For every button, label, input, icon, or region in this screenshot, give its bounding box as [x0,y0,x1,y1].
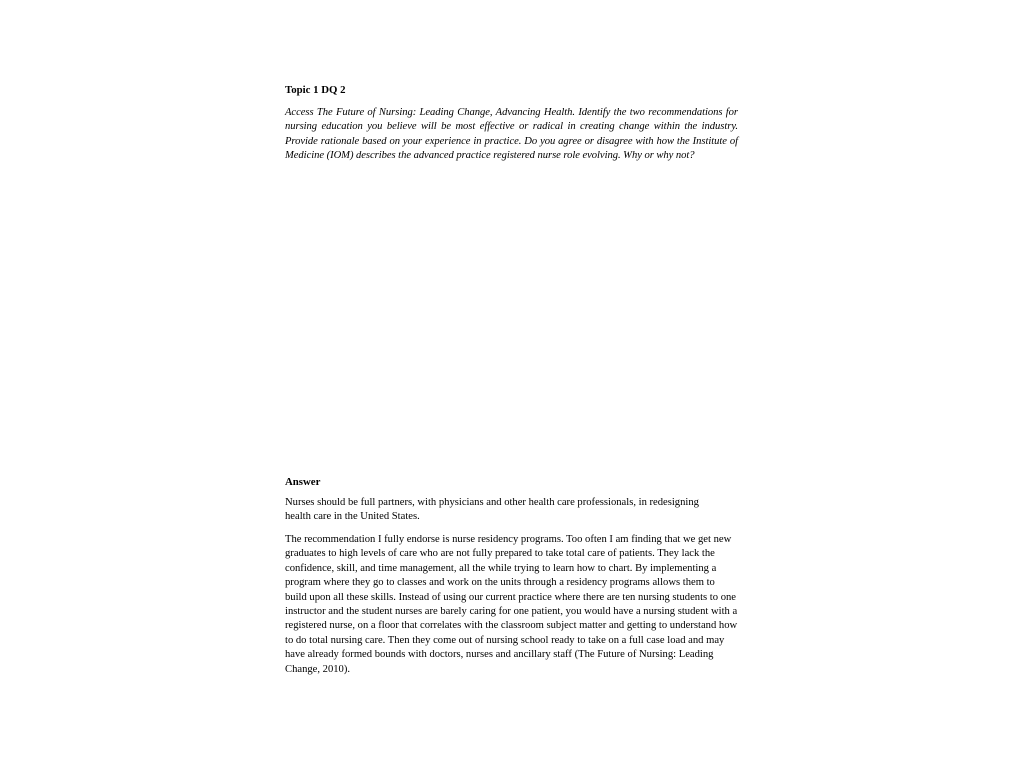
answer-paragraph: The recommendation I fully endorse is nurse residency programs. Too often I am finding that we get new graduates to high levels of care who are not fully prepared to take total care of patients. They lack the confidence, skill, and time management, all the while trying to learn how to chart. By implementing a program where they go to classes and work on the units through a residency programs allows them to build upon all these skills. Instead of using our current practice where there are ten nursing students to one instructor and the student nurses are barely caring for one patient, you would have a nursing student with a registered nurse, on a floor that correlates with the classroom subject matter and getting to understand how to do total nursing care. Then they come out of nursing school ready to take on a full case load and may have already formed bounds with doctors, nurses and ancillary staff (The Future of Nursing: Leading Change, 2010). [285,534,738,675]
answer-paragraph: Nurses should be full partners, with physicians and other health care professionals, in redesigning health care in the United States. [285,497,699,523]
answer-heading: Answer [285,476,321,488]
topic-title: Topic 1 DQ 2 [285,84,346,96]
topic-prompt: Access The Future of Nursing: Leading Change, Advancing Health. Identify the two recommendations for nursing education you believe will be most effective or radical in creating change within the industry. Provide rationale based on your experience in practice. Do you agree or disagree with how the Institute of Medicine (IOM) describes the advanced practice registered nurse role evolving. Why or why not? [285,107,738,162]
